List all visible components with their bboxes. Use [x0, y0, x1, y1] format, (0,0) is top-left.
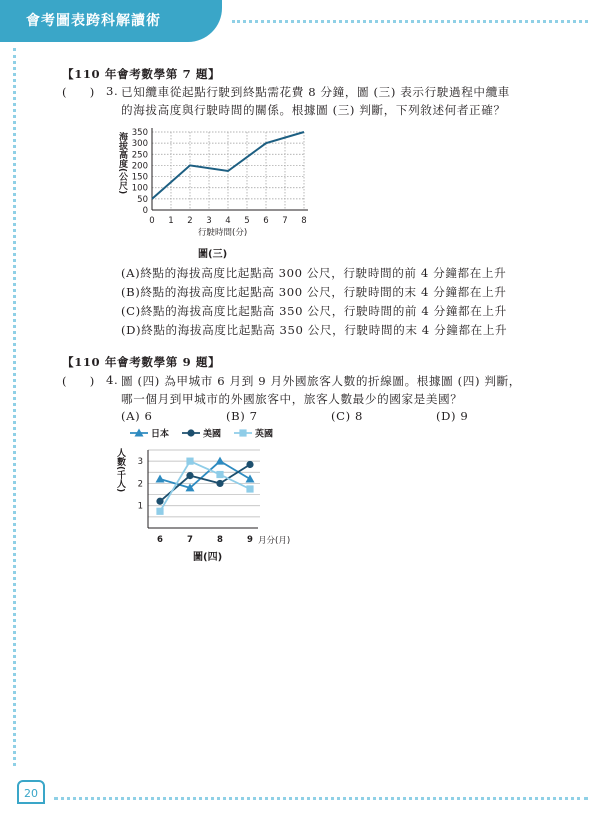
- chart3-x-tick-label: 2: [187, 216, 193, 226]
- q1-option-b: (B)終點的海拔高度比起點高 300 公尺，行駛時間的末 4 分鐘都在上升: [121, 285, 507, 299]
- chart3-y-ticks: [132, 128, 148, 216]
- chart4-legend: [130, 428, 273, 440]
- chart3-x-tick-label: 5: [244, 216, 250, 226]
- chart4-legend-label: 美國: [203, 429, 222, 440]
- chart4-legend-marker: [239, 429, 246, 436]
- q2-choice-d: (D) 9: [436, 409, 469, 423]
- chart4-grid: [148, 450, 260, 517]
- chart-figure-4: [108, 424, 318, 564]
- chart4-series-line-triangle: [160, 461, 250, 488]
- chart4-y-tick-label: 3: [137, 457, 143, 468]
- chart3-y-label: 海拔高度(公尺): [117, 132, 127, 195]
- chart3-x-ticks: [149, 216, 306, 226]
- chart3-x-label: 行駛時間(分): [198, 228, 248, 238]
- chart4-point-circle: [246, 461, 253, 468]
- chart4-point-square: [216, 471, 223, 478]
- chart3-caption: 圖(三): [198, 249, 228, 260]
- chart4-x-tick-label: 9: [247, 535, 253, 545]
- q2-choice-a: (A) 6: [121, 409, 153, 423]
- chart3-x-tick-label: 8: [301, 216, 307, 226]
- q1-number: 3.: [106, 84, 119, 98]
- chart4-point-square: [186, 458, 193, 465]
- chart3-x-tick-label: 4: [225, 216, 231, 226]
- q1-stem-line1: 已知纜車從起點行駛到終點需花費 8 分鐘，圖 (三) 表示行駛過程中纜車: [121, 85, 510, 99]
- q1-answer-paren: ( ): [62, 85, 95, 99]
- chart3-y-tick-label: 250: [131, 150, 148, 161]
- left-dotted-border: [13, 48, 16, 766]
- chart4-legend-marker: [187, 429, 194, 436]
- page-number: 20: [17, 780, 45, 804]
- chart3-y-tick-label: 0: [142, 206, 148, 216]
- chart4-point-circle: [216, 480, 223, 487]
- chart3-x-tick-label: 1: [168, 216, 174, 226]
- section-header-tab: [0, 0, 222, 42]
- chart3-y-tick-label: 150: [131, 172, 148, 183]
- chart4-y-label: 人數(千人): [115, 448, 125, 493]
- chart4-point-square: [156, 508, 163, 515]
- q2-choice-b: (B) 7: [226, 409, 258, 423]
- chart3-y-tick-label: 100: [131, 183, 148, 194]
- chart3-x-tick-label: 7: [282, 216, 288, 226]
- chart4-x-label: 月分(月): [258, 536, 291, 546]
- q1-option-a: (A)終點的海拔高度比起點高 300 公尺，行駛時間的前 4 分鐘都在上升: [121, 266, 507, 280]
- chart4-point-triangle: [156, 474, 165, 482]
- chart-figure-3: [108, 120, 328, 248]
- chart4-point-triangle: [216, 457, 225, 465]
- bottom-dotted-border: [54, 797, 588, 800]
- chart4-point-square: [246, 485, 253, 492]
- chart4-x-tick-label: 7: [187, 535, 193, 545]
- top-dotted-border: [232, 20, 588, 23]
- q1-stem-line2: 的海拔高度與行駛時間的關係。根據圖 (三) 判斷，下列敘述何者正確？: [121, 103, 506, 117]
- q2-answer-paren: ( ): [62, 374, 95, 388]
- chart4-point-triangle: [246, 474, 255, 482]
- chart4-x-ticks: [157, 535, 253, 545]
- q1-option-d: (D)終點的海拔高度比起點高 350 公尺，行駛時間的末 4 分鐘都在上升: [121, 323, 508, 337]
- q1-option-c: (C)終點的海拔高度比起點高 350 公尺，行駛時間的前 4 分鐘都在上升: [121, 304, 507, 318]
- chart3-x-tick-label: 6: [263, 216, 269, 226]
- q2-stem-line2: 哪一個月到甲城市的外國旅客中，旅客人數最少的國家是美國？: [121, 392, 463, 406]
- chart4-x-tick-label: 8: [217, 535, 223, 545]
- chart4-legend-label: 日本: [151, 429, 170, 440]
- chart3-x-tick-label: 0: [149, 216, 155, 226]
- q2-source: 【110 年會考數學第 9 題】: [62, 355, 221, 369]
- q2-stem-line1: 圖 (四) 為甲城市 6 月到 9 月外國旅客人數的折線圖。根據圖 (四) 判斷，: [121, 374, 521, 388]
- chart4-y-ticks: [138, 457, 143, 512]
- chart3-y-tick-label: 200: [131, 161, 148, 172]
- q2-number: 4.: [106, 373, 119, 387]
- chart4-caption: 圖(四): [193, 552, 223, 563]
- chart3-y-tick-label: 300: [131, 139, 148, 150]
- chart4-y-tick-label: 2: [137, 479, 143, 490]
- chart4-x-tick-label: 6: [157, 535, 163, 545]
- chart4-y-tick-label: 1: [137, 501, 143, 512]
- chart4-point-circle: [186, 472, 193, 479]
- q1-source: 【110 年會考數學第 7 題】: [62, 67, 221, 81]
- chart3-x-tick-label: 3: [206, 216, 212, 226]
- chart4-point-circle: [156, 498, 163, 505]
- chart4-legend-label: 英國: [255, 429, 274, 440]
- section-header-title: 會考圖表跨科解讀術: [26, 13, 161, 29]
- chart4-series: [156, 457, 255, 515]
- chart3-y-tick-label: 350: [131, 128, 148, 138]
- chart4-series-line-square: [160, 461, 250, 511]
- q2-choice-c: (C) 8: [331, 409, 363, 423]
- chart3-y-tick-label: 50: [137, 194, 148, 205]
